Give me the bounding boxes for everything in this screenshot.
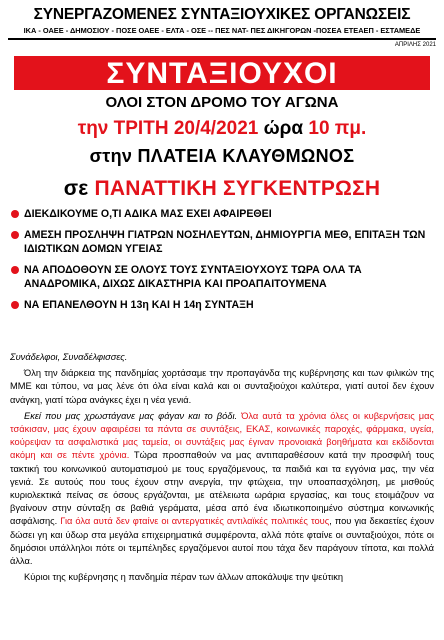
headline-date-time [0,118,444,140]
demand-text: ΑΜΕΣΗ ΠΡΟΣΛΗΨΗ ΓΙΑΤΡΩΝ ΝΟΣΗΛΕΥΤΩΝ, ΔΗΜΙΟΥΡΓΙΑ ΜΕΘ, ΕΠΙΤΑΞΗ ΤΩΝ ΙΔΙΩΤΙΚΩΝ ΔΟΜΩΝ ΥΓΕΙΑΣ [24,229,426,255]
red-bullet-icon [11,266,19,274]
organizations-header [8,6,436,49]
red-bullet-icon [11,231,19,239]
headline-time: 10 πμ. [308,118,367,139]
demand-item [10,263,438,291]
paragraph-1: Όλη την διάρκεια της πανδημίας χορτάσαμε την προπαγάνδα της κυβέρνησης και των φιλικών της ΜΜΕ και τύπου, να μας λένε ότι όλα είναι καλά και οι συνταξιούχοι καλύτερα, γιατί αυτοί δεν έχουν ανάγκη, γιατί τώρα ανάγκες έχει η νέα γενιά. [10,368,434,405]
organizations-title: ΣΥΝΕΡΓΑΖΟΜΕΝΕΣ ΣΥΝΤΑΞΙΟΥΧΙΚΕΣ ΟΡΓΑΝΩΣΕΙΣ [33,6,411,23]
body-text [10,351,434,587]
headline-event-prefix: σε [63,177,95,200]
paragraph-2-body: Τώρα προσπαθούν να μας αντιπαραθέσουν κατά την προσφιλή τους τακτική του κοινωνικού αυτοματισμού με τους εργαζόμενους, τα παιδιά και τα εγγόνια μας, την νέα γενιά. Σε αυτούς που τους έχουν στην ανεργία, την φτώχεια, την υποαπασχόληση, με μισθούς κυριολεκτικά πείνας σε όσους εργάζονται, με ατέλειωτα ωράρια εργασίας, και τους ετοιμάζουν να βγαίνουν στην σύνταξη σε βαθιά γεράματα, μέσα από ένα ιδιωτικοποιημένο σύστημα κοινωνικής ασφάλισης. [10,450,434,527]
paragraph-2-end: , που για δεκαετίες έχουν δώσει γη και ύδωρ στα μεγάλα επιχειρηματικά συμφέροντα, αλλά πότε φταίνε οι συνταξιούχοι, πότε οι δημόσιοι υπάλληλοι πότε οι τεμπέληδες εργαζόμενοι αυτοί που τάχα δεν παράγουν τίποτα, και πολλά άλλα. [10,516,434,567]
headline-date: την ΤΡΙΤΗ 20/4/2021 [77,118,259,139]
headline-slogan: ΟΛΟΙ ΣΤΟΝ ΔΡΟΜΟ ΤΟΥ ΑΓΩΝΑ [105,94,339,111]
demand-text: ΔΙΕΚΔΙΚΟΥΜΕ Ο,ΤΙ ΑΔΙΚΑ ΜΑΣ ΕΧΕΙ ΑΦΑΙΡΕΘΕΙ [24,208,272,220]
demand-item [10,228,438,256]
paragraph-3: Κύριοι της κυβέρνησης η πανδημία πέραν των άλλων αποκάλυψε την ψεύτικη [24,572,344,583]
headline-event-name: ΠΑΝΑΤΤΙΚΗ ΣΥΓΚΕΝΤΡΩΣΗ [94,177,381,200]
demand-item [10,207,438,221]
header-divider [8,38,436,40]
demand-text: ΝΑ ΑΠΟΔΟΘΟΥΝ ΣΕ ΟΛΟΥΣ ΤΟΥΣ ΣΥΝΤΑΞΙΟΥΧΟΥΣ ΤΩΡΑ ΟΛΑ ΤΑ ΑΝΑΔΡΟΜΙΚΑ, ΔΙΧΩΣ ΔΙΚΑΣΤΗΡΙΑ ΚΑΙ ΠΡΟΑΠΑΙΤΟΥΜΕΝΑ [24,264,362,290]
title-banner: ΣΥΝΤΑΞΙΟΥΧΟΙ [14,56,430,90]
paragraph-2-intro: Εκεί που μας χρωστάγανε μας φάγαν και το βόδι. [24,410,242,421]
demands-list [10,207,438,319]
date-note: ΑΠΡΙΛΗΣ 2021 [394,42,436,48]
paragraph-2-highlight-2: Για όλα αυτά δεν φταίνε οι αντεργατικές αντιλαϊκές πολιτικές τους [60,516,330,527]
headline-location: στην ΠΛΑΤΕΙΑ ΚΛΑΥΘΜΩΝΟΣ [89,146,355,166]
red-bullet-icon [11,210,19,218]
paragraph-2-highlight-1: Όλα αυτά τα χρόνια όλες οι κυβερνήσεις μας τσάκισαν, μας έχουν αφαιρέσει τα πάντα σε συντάξεις, ΕΚΑΣ, κοινωνικές παροχές, φάρμακα, υγεία, κούρεψαν τα ασφαλιστικά μας ταμεία, οι συντάξεις μας έγιναν προνοιακά βοηθήματα και εκδίδονται ακόμη και σε πέντε χρόνια. [10,410,435,461]
headline-event [0,177,444,201]
organizations-list: ΙΚΑ - ΟΑΕΕ - ΔΗΜΟΣΙΟΥ - ΠΟΣΕ ΟΑΕΕ - ΕΛΤΑ - ΟΣΕ -- ΠΕΣ ΝΑΤ- ΠΕΣ ΔΙΚΗΓΟΡΩΝ -ΠΟΣΕΑ ΕΤΕΑΕΠ - ΕΣΤΑΜΕΔΕ [23,26,421,35]
greeting: Συνάδελφοι, Συναδέλφισσες. [10,352,128,362]
paragraph-2 [10,410,434,568]
red-bullet-icon [11,301,19,309]
demand-item [10,298,438,312]
demand-text: ΝΑ ΕΠΑΝΕΛΘΟΥΝ Η 13η ΚΑΙ Η 14η ΣΥΝΤΑΞΗ [24,299,254,311]
headline-time-label: ώρα [258,118,309,139]
